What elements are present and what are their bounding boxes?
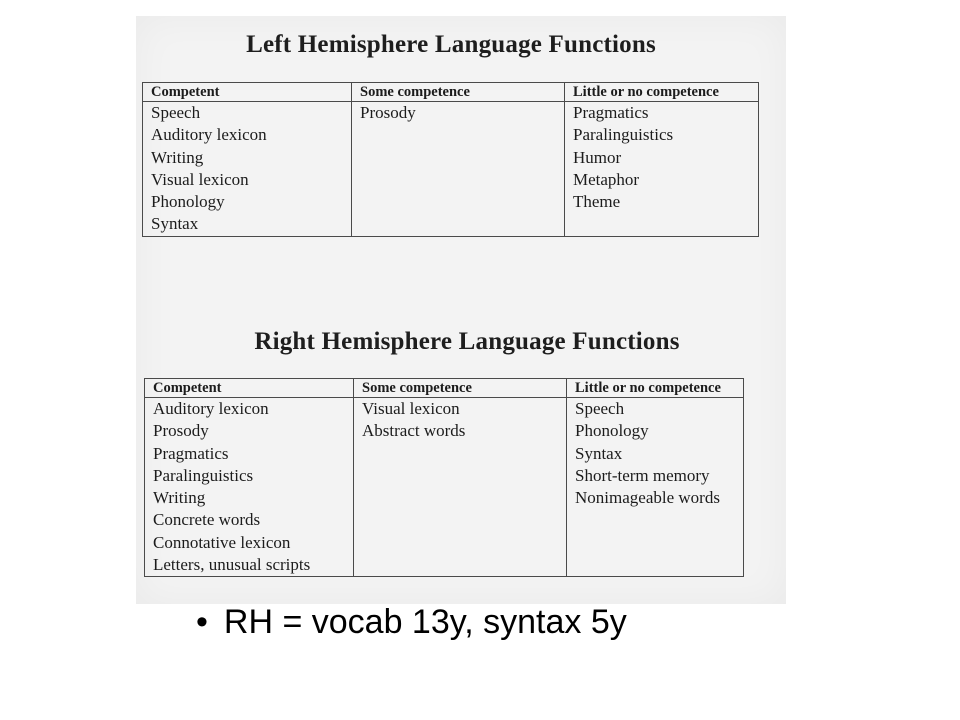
competent-column	[143, 102, 352, 237]
bullet-point	[196, 603, 627, 642]
list-item: Writing	[151, 147, 204, 167]
list-item: Metaphor	[573, 169, 640, 189]
little-competence-column	[565, 102, 759, 237]
scanned-document	[136, 16, 786, 604]
table-body-row	[143, 102, 759, 237]
list-item: Connotative lexicon	[153, 532, 291, 552]
list-item: Pragmatics	[153, 443, 229, 463]
list-item: Short-term memory	[575, 465, 710, 485]
header-some-competence: Some competence	[354, 379, 567, 398]
header-some-competence: Some competence	[352, 83, 565, 102]
header-competent: Competent	[145, 379, 354, 398]
list-item: Prosody	[153, 421, 209, 441]
table-header-row	[143, 83, 759, 102]
list-item: Pragmatics	[573, 103, 649, 122]
list-item: Phonology	[151, 192, 225, 212]
list-item: Speech	[575, 399, 625, 418]
some-competence-column	[352, 102, 565, 237]
list-item: Letters, unusual scripts	[153, 555, 311, 575]
little-competence-column	[567, 398, 744, 577]
list-item: Writing	[153, 488, 206, 508]
list-item: Auditory lexicon	[153, 399, 269, 418]
list-item: Concrete words	[153, 510, 261, 530]
right-hemisphere-title: Right Hemisphere Language Functions	[254, 328, 680, 355]
table-body-row	[145, 398, 744, 577]
table-header-row	[145, 379, 744, 398]
list-item: Abstract words	[362, 421, 466, 441]
list-item: Humor	[573, 147, 622, 167]
left-hemisphere-title: Left Hemisphere Language Functions	[246, 31, 656, 58]
list-item: Syntax	[151, 214, 199, 234]
some-competence-column	[354, 398, 567, 577]
list-item: Paralinguistics	[153, 465, 254, 485]
header-competent: Competent	[143, 83, 352, 102]
bullet-text: RH = vocab 13y, syntax 5y	[223, 603, 627, 641]
list-item: Prosody	[360, 103, 416, 122]
list-item: Phonology	[575, 421, 649, 441]
list-item: Syntax	[575, 443, 623, 463]
competent-column	[145, 398, 354, 577]
right-hemisphere-table	[144, 378, 744, 577]
list-item: Paralinguistics	[573, 125, 674, 145]
bullet-marker: •	[196, 603, 208, 641]
list-item: Speech	[151, 103, 201, 122]
list-item: Visual lexicon	[151, 169, 249, 189]
header-little-or-no-competence: Little or no competence	[567, 379, 744, 398]
list-item: Visual lexicon	[362, 399, 460, 418]
list-item: Auditory lexicon	[151, 125, 267, 145]
left-hemisphere-table	[142, 82, 759, 237]
list-item: Theme	[573, 192, 621, 212]
header-little-or-no-competence: Little or no competence	[565, 83, 759, 102]
list-item: Nonimageable words	[575, 488, 720, 508]
